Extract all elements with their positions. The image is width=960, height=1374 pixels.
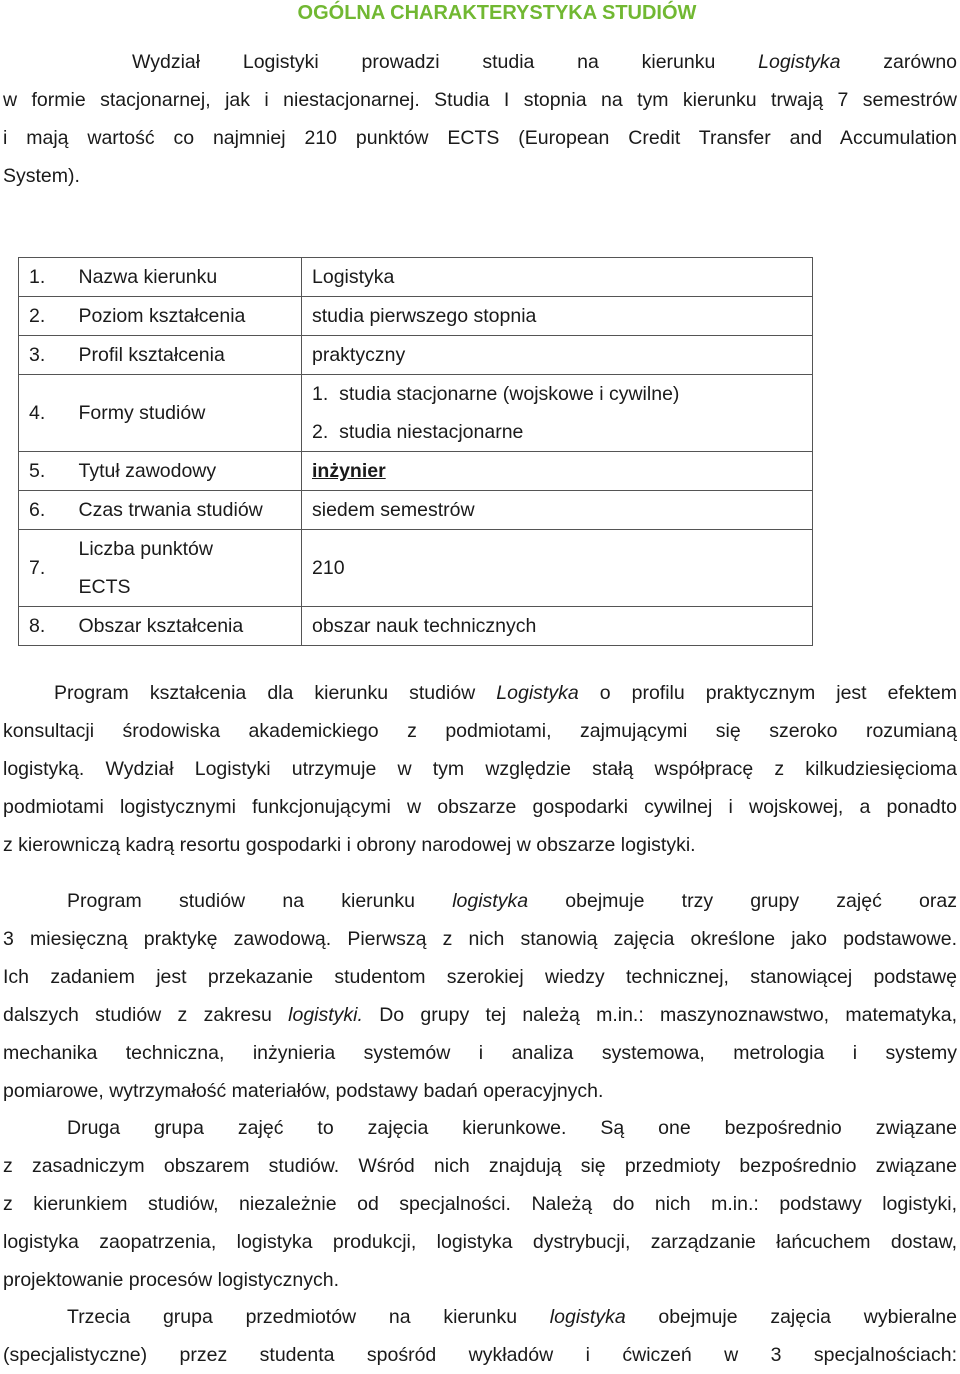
study-info-table: [18, 257, 813, 646]
p2-line-2: 3 miesięczną praktykę zawodową. Pierwszą z nich stanowią zajęcia określone jako podstawowe.: [3, 928, 957, 950]
study-form-item: 2. studia niestacjonarne: [312, 421, 524, 443]
table-row: [19, 452, 813, 491]
row-value: praktyczny: [302, 336, 813, 375]
p3-line-5: projektowanie procesów logistycznych.: [3, 1269, 339, 1291]
row-value: siedem semestrów: [302, 491, 813, 530]
row-number: 1.: [19, 258, 79, 297]
p2-line-5: mechanika techniczna, inżynieria systemów i analiza systemowa, metrologia i systemy: [3, 1042, 957, 1064]
p4-line-2: (specjalistyczne) przez studenta spośród wykładów i ćwiczeń w 3 specjalnościach:: [3, 1344, 957, 1366]
p1-line-5: z kierowniczą kadrą resortu gospodarki i obrony narodowej w obszarze logistyki.: [3, 834, 696, 856]
p2-line-4: dalszych studiów z zakresu logistyki. Do grupy tej należą m.in.: maszynoznawstwo, matematyka,: [3, 1004, 958, 1026]
p3-line-1: Druga grupa zajęć to zajęcia kierunkowe. Są one bezpośrednio związane: [67, 1117, 957, 1139]
intro-line-4: System).: [3, 165, 80, 187]
row-value: [302, 375, 813, 452]
table-row: [19, 530, 813, 607]
p4-line-1: Trzecia grupa przedmiotów na kierunku logistyka obejmuje zajęcia wybieralne: [67, 1306, 957, 1328]
p2-line-6: pomiarowe, wytrzymałość materiałów, podstawy badań operacyjnych.: [3, 1080, 604, 1102]
row-label-line: ECTS: [78, 576, 131, 598]
row-value: obszar nauk technicznych: [302, 607, 813, 646]
row-number: 5.: [19, 452, 79, 491]
table-row: [19, 607, 813, 646]
study-program-paragraph: [3, 882, 957, 1110]
row-value: Logistyka: [302, 258, 813, 297]
intro-line-3: i mają wartość co najmniej 210 punktów ECTS (European Credit Transfer and Accumulation: [3, 127, 957, 149]
p3-line-3: z kierunkiem studiów, niezależnie od specjalności. Należą do nich m.in.: podstawy logistyki,: [3, 1193, 957, 1215]
row-label: [79, 530, 302, 607]
program-paragraph: [3, 674, 957, 864]
row-label: Formy studiów: [79, 375, 302, 452]
p1-line-4: podmiotami logistycznymi funkcjonującymi w obszarze gospodarki cywilnej i wojskowej, a ponadto: [3, 796, 957, 818]
intro-paragraph: [3, 43, 957, 195]
row-number: 4.: [19, 375, 79, 452]
row-number: 6.: [19, 491, 79, 530]
p3-line-2: z zasadniczym obszarem studiów. Wśród nich znajdują się przedmioty bezpośrednio związane: [3, 1155, 957, 1177]
row-number: 3.: [19, 336, 79, 375]
intro-line-1: Wydział Logistyki prowadzi studia na kierunku Logistyka zarówno: [132, 51, 958, 73]
row-label: Profil kształcenia: [79, 336, 302, 375]
row-number: 8.: [19, 607, 79, 646]
row-value: 210: [302, 530, 813, 607]
row-label: Nazwa kierunku: [79, 258, 302, 297]
table-row: [19, 297, 813, 336]
table-row: [19, 375, 813, 452]
degree-title: inżynier: [312, 460, 386, 482]
row-label: Poziom kształcenia: [79, 297, 302, 336]
row-label: Tytuł zawodowy: [79, 452, 302, 491]
table-row: [19, 336, 813, 375]
p2-line-3: Ich zadaniem jest przekazanie studentom szerokiej wiedzy technicznej, stanowiącej podstawę: [3, 966, 957, 988]
p3-line-4: logistyka zaopatrzenia, logistyka produkcji, logistyka dystrybucji, zarządzanie łańcuchem dostaw,: [3, 1231, 957, 1253]
p1-line-1: Program kształcenia dla kierunku studiów Logistyka o profilu praktycznym jest efektem: [54, 682, 957, 704]
table-row: [19, 258, 813, 297]
table-row: [19, 491, 813, 530]
second-group-paragraph: [3, 1109, 957, 1299]
p1-line-2: konsultacji środowiska akademickiego z podmiotami, zajmującymi się szeroko rozumianą: [3, 720, 957, 742]
study-form-item: 1. studia stacjonarne (wojskowe i cywilne): [312, 383, 680, 405]
row-number: 7.: [19, 530, 79, 607]
row-label: Obszar kształcenia: [79, 607, 302, 646]
third-group-paragraph: [3, 1298, 957, 1374]
p1-line-3: logistyką. Wydział Logistyki utrzymuje w tym względzie stałą współpracę z kilkudziesięcioma: [3, 758, 957, 780]
row-label-line: Liczba punktów: [78, 538, 213, 560]
row-value: [302, 452, 813, 491]
row-label: Czas trwania studiów: [79, 491, 302, 530]
row-value: studia pierwszego stopnia: [302, 297, 813, 336]
row-number: 2.: [19, 297, 79, 336]
p2-line-1: Program studiów na kierunku logistyka obejmuje trzy grupy zajęć oraz: [67, 890, 957, 912]
intro-line-2: w formie stacjonarnej, jak i niestacjonarnej. Studia I stopnia na tym kierunku trwają 7 semestrów: [3, 89, 957, 111]
page-heading: OGÓLNA CHARAKTERYSTYKA STUDIÓW: [297, 2, 697, 24]
